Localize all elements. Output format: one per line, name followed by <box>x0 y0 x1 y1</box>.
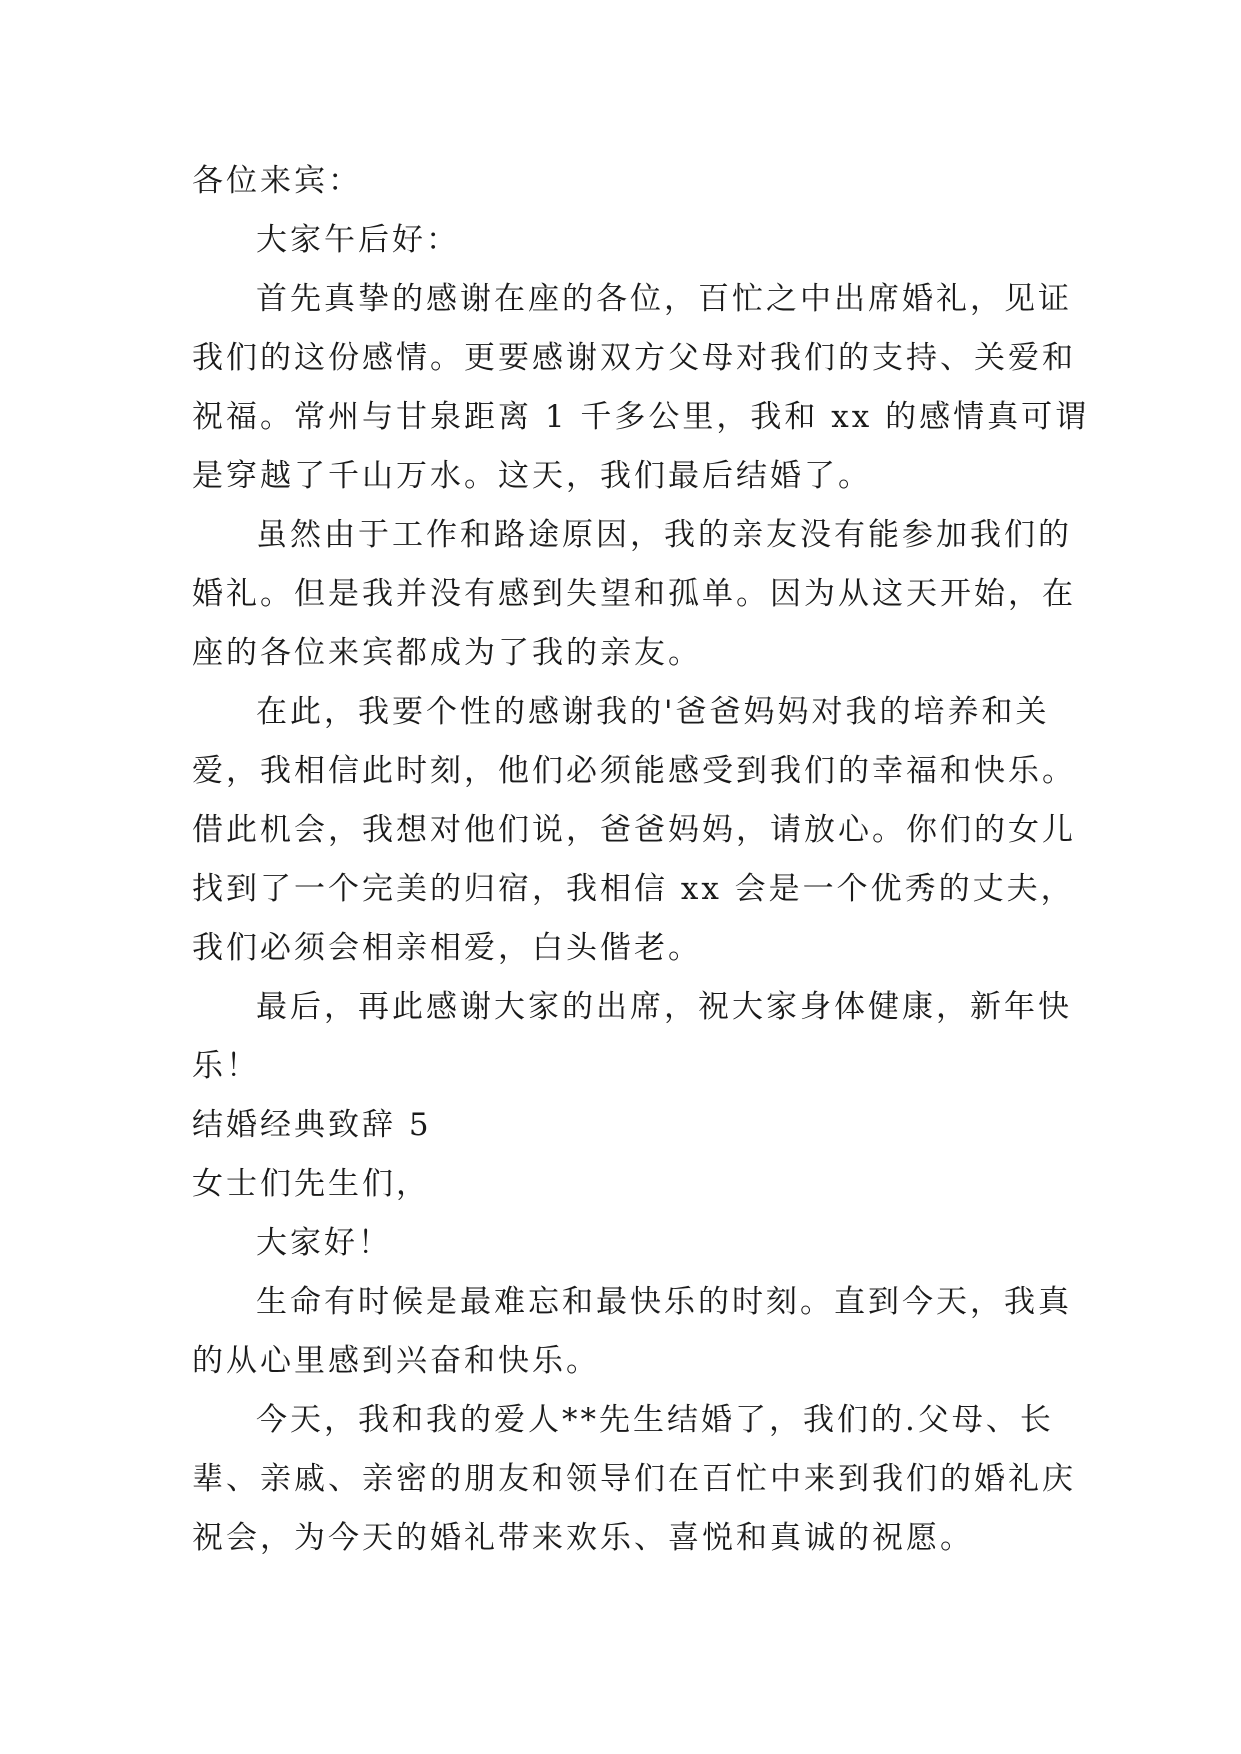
salutation-line: 各位来宾： <box>192 163 362 199</box>
paragraph-line: 祝会，为今天的婚礼带来欢乐、喜悦和真诚的祝愿。 <box>192 1520 974 1556</box>
paragraph-line: 最后，再此感谢大家的出席，祝大家身体健康，新年快 <box>256 989 1072 1025</box>
paragraph-line: 的从心里感到兴奋和快乐。 <box>192 1343 600 1379</box>
paragraph-line: 乐！ <box>192 1048 260 1084</box>
paragraph-line: 我们必须会相亲相爱，白头偕老。 <box>192 930 702 966</box>
paragraph-line: 婚礼。但是我并没有感到失望和孤单。因为从这天开始，在 <box>192 576 1076 612</box>
paragraph-line: 是穿越了千山万水。这天，我们最后结婚了。 <box>192 458 872 494</box>
paragraph-line: 今天，我和我的爱人**先生结婚了，我们的.父母、长 <box>256 1402 1054 1438</box>
paragraph-line: 祝福。常州与甘泉距离 1 千多公里，我和 xx 的感情真可谓 <box>192 399 1090 435</box>
paragraph-line: 辈、亲戚、亲密的朋友和领导们在百忙中来到我们的婚礼庆 <box>192 1461 1076 1497</box>
paragraph-line: 我们的这份感情。更要感谢双方父母对我们的支持、关爱和 <box>192 340 1076 376</box>
paragraph-line: 首先真挚的感谢在座的各位，百忙之中出席婚礼，见证 <box>256 281 1072 317</box>
paragraph-line: 爱，我相信此时刻，他们必须能感受到我们的幸福和快乐。 <box>192 753 1076 789</box>
section-heading: 结婚经典致辞 5 <box>192 1107 432 1143</box>
paragraph-line: 虽然由于工作和路途原因，我的亲友没有能参加我们的 <box>256 517 1072 553</box>
greeting-line: 大家好！ <box>256 1225 392 1261</box>
paragraph-line: 生命有时候是最难忘和最快乐的时刻。直到今天，我真 <box>256 1284 1072 1320</box>
salutation-line: 女士们先生们， <box>192 1166 430 1202</box>
paragraph-line: 座的各位来宾都成为了我的亲友。 <box>192 635 702 671</box>
paragraph-line: 在此，我要个性的感谢我的'爸爸妈妈对我的培养和关 <box>256 694 1050 730</box>
paragraph-line: 找到了一个完美的归宿，我相信 xx 会是一个优秀的丈夫， <box>192 871 1075 907</box>
document-body <box>192 152 1090 1568</box>
greeting-line: 大家午后好： <box>256 222 460 258</box>
paragraph-line: 借此机会，我想对他们说，爸爸妈妈，请放心。你们的女儿 <box>192 812 1076 848</box>
